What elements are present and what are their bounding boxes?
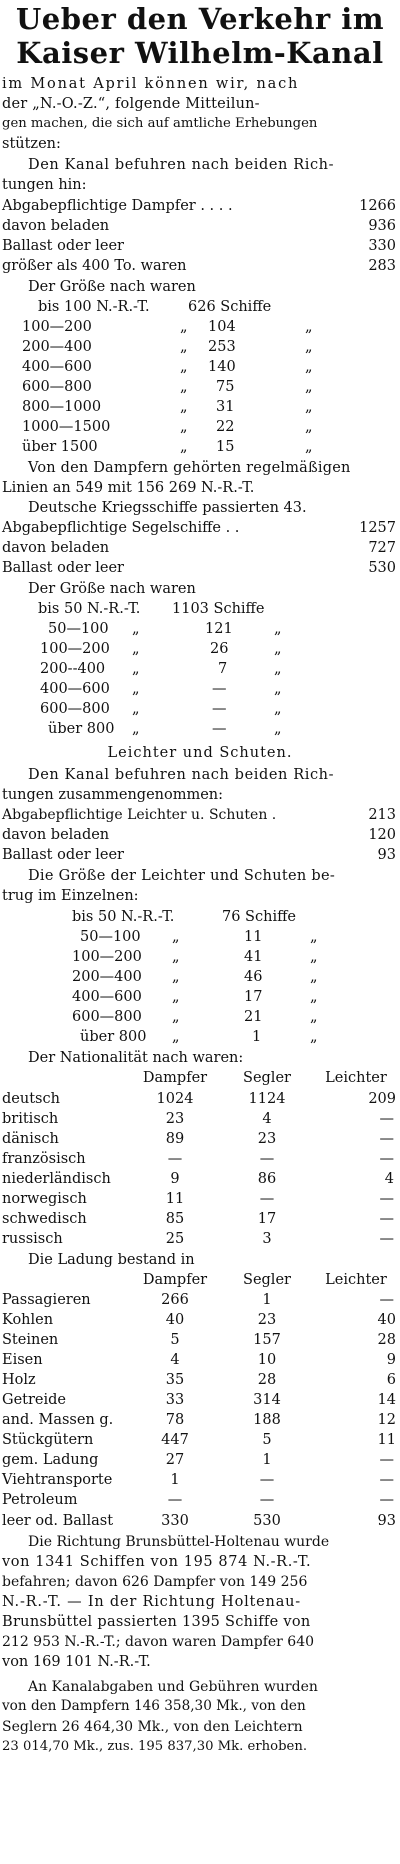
- dampfer-lines: Von den Dampfern gehörten regelmäßigen: [28, 460, 351, 476]
- intro-line: der „N.-O.-Z.“, folgende Mitteilun-: [2, 96, 260, 112]
- leichter-size-intro: Die Größe der Leichter und Schuten be-: [28, 868, 336, 884]
- leichter-size-count: 41: [244, 949, 263, 965]
- cargo-row-label: Stückgütern: [2, 1432, 94, 1448]
- segler-size-range: über 800: [48, 721, 115, 737]
- nationality-cell: 25: [165, 1231, 185, 1247]
- cargo-row-label: Passagieren: [2, 1292, 91, 1308]
- intro-line: gen machen, die sich auf amtliche Erhebungen: [2, 116, 318, 131]
- cargo-cell: 5: [262, 1432, 272, 1448]
- dampfer-intro: tungen hin:: [2, 177, 87, 193]
- cargo-cell: —: [259, 1472, 275, 1488]
- dampfer-total-label: Abgabepflichtige Dampfer . . . .: [2, 198, 233, 214]
- cargo-row-label: Getreide: [2, 1392, 67, 1408]
- segler-size-count: —: [212, 721, 227, 737]
- ditto-mark: „: [180, 399, 188, 415]
- ditto-mark: „: [305, 379, 313, 395]
- dampfer-lines: Linien an 549 mit 156 269 N.-R.-T.: [2, 480, 255, 496]
- ditto-mark: „: [132, 621, 140, 637]
- segler-size-range: 50—100: [48, 621, 109, 637]
- cargo-cell: 330: [161, 1513, 189, 1529]
- ditto-mark: „: [180, 319, 188, 335]
- cargo-cell: 28: [257, 1372, 277, 1388]
- leichter-size-range: 600—800: [72, 1009, 142, 1025]
- nationality-cell: 23: [257, 1131, 277, 1147]
- cargo-cell: 157: [253, 1332, 281, 1348]
- leichter-total-label: Ballast oder leer: [2, 847, 124, 863]
- ditto-mark: „: [172, 1029, 180, 1045]
- cargo-cell: 188: [253, 1412, 281, 1428]
- cargo-cell: 93: [377, 1513, 396, 1529]
- nationality-cell: 17: [257, 1211, 277, 1227]
- dampfer-size-count: 253: [208, 339, 236, 355]
- dampfer-size-range: 400—600: [22, 359, 92, 375]
- leichter-size-range: 400—600: [72, 989, 142, 1005]
- nationality-cell: 9: [170, 1171, 180, 1187]
- leichter-size-count: 11: [244, 929, 263, 945]
- leichter-heading: Leichter und Schuten.: [107, 745, 293, 761]
- direction-line: von 1341 Schiffen von 195 874 N.-R.-T.: [2, 1554, 312, 1570]
- kriegsschiffe-line: Deutsche Kriegsschiffe passierten 43.: [28, 500, 307, 516]
- leichter-total-value: 93: [377, 847, 396, 863]
- cargo-row-label: Kohlen: [2, 1312, 54, 1328]
- segler-size-range: 200--400: [40, 661, 106, 677]
- segler-size-range: bis 50 N.-R.-T.: [38, 601, 141, 617]
- ditto-mark: „: [274, 661, 282, 677]
- cargo-row-label: Viehtransporte: [2, 1472, 113, 1488]
- cargo-cell: 530: [253, 1513, 281, 1529]
- cargo-col-header: Segler: [243, 1272, 291, 1288]
- segler-size-count: 121: [205, 621, 233, 637]
- dampfer-size-count: 104: [208, 319, 236, 335]
- dampfer-size-range: bis 100 N.-R.-T.: [38, 299, 150, 315]
- segler-total-value: 1257: [359, 520, 396, 536]
- nationality-cell: —: [167, 1151, 183, 1167]
- cargo-cell: —: [379, 1452, 394, 1468]
- cargo-cell: 9: [386, 1352, 396, 1368]
- segler-size-count: 1103 Schiffe: [172, 601, 265, 617]
- cargo-cell: 28: [377, 1332, 396, 1348]
- cargo-heading: Die Ladung bestand in: [28, 1252, 195, 1268]
- fees-line: An Kanalabgaben und Gebühren wurden: [28, 1679, 318, 1695]
- dampfer-size-count: 15: [216, 439, 235, 455]
- ditto-mark: „: [172, 989, 180, 1005]
- leichter-total-label: Abgabepflichtige Leichter u. Schuten .: [2, 807, 277, 823]
- article-title-line-1: Ueber den Verkehr im: [15, 2, 385, 36]
- nationality-cell: —: [379, 1131, 394, 1147]
- cargo-cell: —: [259, 1492, 275, 1508]
- nationality-row-label: französisch: [2, 1151, 86, 1167]
- fees-line: Seglern 26 464,30 Mk., von den Leichtern: [2, 1719, 303, 1735]
- segler-size-count: —: [212, 701, 227, 717]
- ditto-mark: „: [310, 1009, 318, 1025]
- ditto-mark: „: [132, 701, 140, 717]
- dampfer-size-range: 100—200: [22, 319, 92, 335]
- ditto-mark: „: [132, 661, 140, 677]
- segler-size-range: 400—600: [40, 681, 110, 697]
- cargo-cell: 6: [386, 1372, 396, 1388]
- dampfer-size-heading: Der Größe nach waren: [28, 279, 196, 295]
- nationality-cell: 11: [165, 1191, 185, 1207]
- nationality-row-label: dänisch: [2, 1131, 59, 1147]
- intro-line: stützen:: [2, 136, 61, 152]
- direction-line: Die Richtung Brunsbüttel-Holtenau wurde: [28, 1534, 330, 1550]
- nationality-row-label: deutsch: [2, 1091, 60, 1107]
- segler-size-range: 600—800: [40, 701, 110, 717]
- nationality-cell: 85: [165, 1211, 185, 1227]
- nationality-cell: —: [379, 1111, 394, 1127]
- dampfer-total-value: 283: [368, 258, 396, 274]
- leichter-size-range: 100—200: [72, 949, 142, 965]
- segler-size-count: 7: [218, 661, 228, 677]
- segler-size-heading: Der Größe nach waren: [28, 581, 196, 597]
- ditto-mark: „: [172, 929, 180, 945]
- ditto-mark: „: [274, 721, 282, 737]
- cargo-cell: —: [167, 1492, 183, 1508]
- dampfer-total-value: 330: [368, 238, 396, 254]
- cargo-cell: 314: [253, 1392, 281, 1408]
- leichter-size-count: 1: [252, 1029, 262, 1045]
- dampfer-size-range: 200—400: [22, 339, 92, 355]
- leichter-size-range: 50—100: [80, 929, 141, 945]
- nationality-cell: 1024: [156, 1091, 194, 1107]
- nationality-col-header: Leichter: [325, 1070, 387, 1086]
- ditto-mark: „: [132, 721, 140, 737]
- leichter-size-range: bis 50 N.-R.-T.: [72, 909, 175, 925]
- intro-line: im Monat April können wir, nach: [2, 76, 300, 92]
- cargo-cell: 10: [257, 1352, 277, 1368]
- ditto-mark: „: [310, 989, 318, 1005]
- dampfer-size-range: 600—800: [22, 379, 92, 395]
- dampfer-intro: Den Kanal befuhren nach beiden Rich-: [28, 157, 335, 173]
- nationality-cell: 86: [257, 1171, 277, 1187]
- ditto-mark: „: [310, 1029, 318, 1045]
- leichter-intro: Den Kanal befuhren nach beiden Rich-: [28, 767, 335, 783]
- leichter-intro: tungen zusammengenommen:: [2, 787, 224, 803]
- leichter-size-count: 17: [244, 989, 263, 1005]
- cargo-cell: —: [379, 1292, 394, 1308]
- cargo-cell: 14: [377, 1392, 396, 1408]
- direction-line: Brunsbüttel passierten 1395 Schiffe von: [2, 1614, 311, 1630]
- ditto-mark: „: [180, 439, 188, 455]
- segler-size-range: 100—200: [40, 641, 110, 657]
- ditto-mark: „: [180, 379, 188, 395]
- ditto-mark: „: [180, 359, 188, 375]
- dampfer-total-value: 1266: [359, 198, 396, 214]
- cargo-cell: —: [379, 1472, 394, 1488]
- nationality-cell: 23: [165, 1111, 185, 1127]
- segler-total-label: Ballast oder leer: [2, 560, 124, 576]
- direction-line: befahren; davon 626 Dampfer von 149 256: [2, 1574, 308, 1590]
- dampfer-total-label: davon beladen: [2, 218, 110, 234]
- ditto-mark: „: [305, 359, 313, 375]
- cargo-row-label: Steinen: [2, 1332, 59, 1348]
- leichter-total-value: 120: [368, 827, 396, 843]
- segler-total-label: davon beladen: [2, 540, 110, 556]
- ditto-mark: „: [132, 681, 140, 697]
- nationality-cell: —: [379, 1151, 394, 1167]
- cargo-cell: 1: [262, 1292, 272, 1308]
- ditto-mark: „: [305, 319, 313, 335]
- segler-total-value: 530: [368, 560, 396, 576]
- ditto-mark: „: [172, 1009, 180, 1025]
- nationality-cell: 209: [368, 1091, 396, 1107]
- cargo-cell: 35: [165, 1372, 185, 1388]
- dampfer-size-count: 75: [216, 379, 235, 395]
- dampfer-size-range: 1000—1500: [22, 419, 111, 435]
- cargo-row-label: leer od. Ballast: [2, 1513, 114, 1529]
- direction-line: 212 953 N.-R.-T.; davon waren Dampfer 640: [2, 1634, 315, 1650]
- ditto-mark: „: [172, 969, 180, 985]
- nationality-cell: —: [379, 1191, 394, 1207]
- nationality-col-header: Dampfer: [142, 1070, 208, 1086]
- dampfer-size-range: über 1500: [22, 439, 98, 455]
- ditto-mark: „: [305, 339, 313, 355]
- ditto-mark: „: [305, 399, 313, 415]
- leichter-size-range: über 800: [80, 1029, 147, 1045]
- cargo-row-label: Eisen: [2, 1352, 43, 1368]
- dampfer-size-count: 140: [208, 359, 236, 375]
- leichter-total-label: davon beladen: [2, 827, 110, 843]
- cargo-col-header: Leichter: [325, 1272, 387, 1288]
- dampfer-total-label: größer als 400 To. waren: [2, 258, 187, 274]
- cargo-cell: 12: [377, 1412, 396, 1428]
- cargo-row-label: gem. Ladung: [2, 1452, 99, 1468]
- leichter-size-count: 46: [244, 969, 263, 985]
- dampfer-size-count: 31: [216, 399, 235, 415]
- cargo-cell: 78: [165, 1412, 185, 1428]
- cargo-cell: —: [379, 1492, 394, 1508]
- dampfer-size-range: 800—1000: [22, 399, 102, 415]
- cargo-cell: 5: [170, 1332, 180, 1348]
- cargo-cell: 1: [262, 1452, 272, 1468]
- cargo-cell: 11: [377, 1432, 396, 1448]
- ditto-mark: „: [180, 339, 188, 355]
- cargo-cell: 27: [165, 1452, 185, 1468]
- dampfer-total-value: 936: [368, 218, 396, 234]
- segler-total-value: 727: [368, 540, 396, 556]
- ditto-mark: „: [310, 949, 318, 965]
- nationality-row-label: schwedisch: [2, 1211, 87, 1227]
- cargo-cell: 1: [170, 1472, 180, 1488]
- ditto-mark: „: [172, 949, 180, 965]
- fees-line: von den Dampfern 146 358,30 Mk., von den: [2, 1698, 306, 1714]
- cargo-row-label: Petroleum: [2, 1492, 78, 1508]
- ditto-mark: „: [180, 419, 188, 435]
- nationality-cell: 4: [384, 1171, 394, 1187]
- cargo-col-header: Dampfer: [142, 1272, 208, 1288]
- direction-line: N.-R.-T. — In der Richtung Holtenau-: [2, 1594, 301, 1610]
- ditto-mark: „: [274, 641, 282, 657]
- ditto-mark: „: [132, 641, 140, 657]
- leichter-size-intro: trug im Einzelnen:: [2, 888, 139, 904]
- cargo-cell: 447: [161, 1432, 189, 1448]
- leichter-size-count: 76 Schiffe: [222, 909, 296, 925]
- leichter-size-count: 21: [244, 1009, 263, 1025]
- cargo-cell: 40: [377, 1312, 396, 1328]
- nationality-cell: 3: [262, 1231, 272, 1247]
- ditto-mark: „: [310, 929, 318, 945]
- ditto-mark: „: [274, 701, 282, 717]
- cargo-cell: 33: [165, 1392, 185, 1408]
- nationality-cell: —: [379, 1211, 394, 1227]
- cargo-cell: 4: [170, 1352, 180, 1368]
- ditto-mark: „: [305, 439, 313, 455]
- ditto-mark: „: [274, 681, 282, 697]
- direction-line: von 169 101 N.-R.-T.: [2, 1654, 151, 1670]
- dampfer-size-count: 22: [216, 419, 235, 435]
- nationality-cell: 89: [165, 1131, 185, 1147]
- nationality-col-header: Segler: [243, 1070, 291, 1086]
- dampfer-size-count: 626 Schiffe: [188, 299, 272, 315]
- cargo-row-label: Holz: [2, 1372, 36, 1388]
- cargo-cell: 266: [161, 1292, 189, 1308]
- fees-line: 23 014,70 Mk., zus. 195 837,30 Mk. erhoben.: [2, 1739, 308, 1754]
- ditto-mark: „: [305, 419, 313, 435]
- cargo-cell: 23: [257, 1312, 277, 1328]
- nationality-cell: 4: [262, 1111, 272, 1127]
- nationality-cell: —: [259, 1151, 275, 1167]
- article-title-line-2: Kaiser Wilhelm-Kanal: [16, 36, 384, 70]
- nationality-row-label: niederländisch: [2, 1171, 111, 1187]
- ditto-mark: „: [274, 621, 282, 637]
- nationality-cell: —: [379, 1231, 394, 1247]
- nationality-row-label: norwegisch: [2, 1191, 87, 1207]
- nationality-cell: 1124: [248, 1091, 286, 1107]
- leichter-total-value: 213: [368, 807, 396, 823]
- dampfer-total-label: Ballast oder leer: [2, 238, 124, 254]
- ditto-mark: „: [310, 969, 318, 985]
- segler-total-label: Abgabepflichtige Segelschiffe . .: [2, 520, 240, 536]
- nationality-cell: —: [259, 1191, 275, 1207]
- cargo-cell: 40: [165, 1312, 185, 1328]
- leichter-size-range: 200—400: [72, 969, 142, 985]
- nationality-row-label: russisch: [2, 1231, 63, 1247]
- segler-size-count: 26: [210, 641, 229, 657]
- segler-size-count: —: [212, 681, 227, 697]
- nationality-heading: Der Nationalität nach waren:: [28, 1050, 244, 1066]
- cargo-row-label: and. Massen g.: [2, 1412, 114, 1428]
- nationality-row-label: britisch: [2, 1111, 59, 1127]
